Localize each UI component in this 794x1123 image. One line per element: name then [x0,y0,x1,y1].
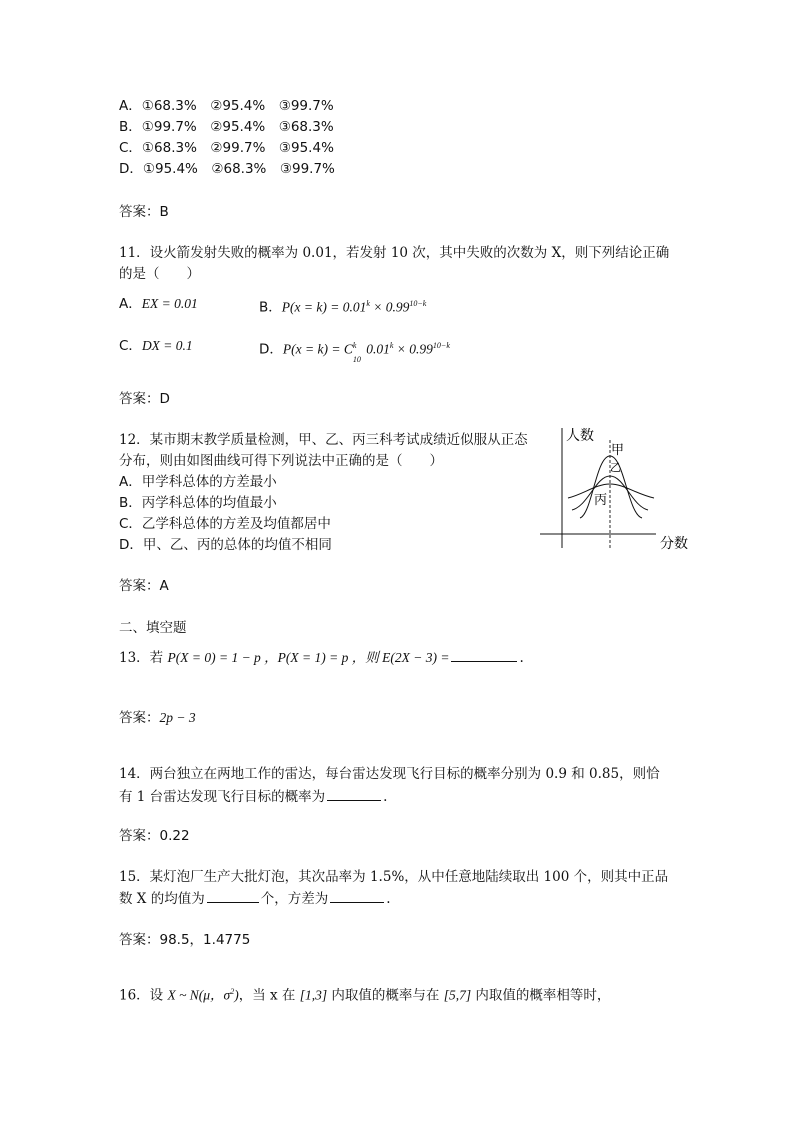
q13-expr: P(X = 0) = 1 − p ，P(X = 1) = p ，则 E(2X − 3) = [167,650,450,665]
q11-option-a-label: A． [119,296,142,312]
q11-option-d [259,336,450,364]
q16-expr: X ~ N(μ，σ [167,987,231,1003]
q13-answer [119,708,196,728]
q15-blank-mean[interactable] [207,888,259,903]
q11-option-b-tail: × 0.99 [369,299,410,315]
q16-interval1: [1,3] [299,987,328,1003]
q11-stem-line2: 的是（ ） [119,266,200,282]
q15-line2a: 数 X 的均值为 [119,891,205,907]
q10-option-d: D．①95.4% ②68.3% ③99.7% [119,161,335,177]
q16-mid3: 内取值的概率相等时， [471,987,611,1004]
q11-option-b-sup1: k [366,299,370,308]
q11-option-d-sup: k [352,340,357,350]
q12-option-c: C．乙学科总体的方差及均值都居中 [119,516,331,532]
q11-option-d-expr: P(x = k) = C [282,341,353,357]
q11-option-d-label: D． [259,341,283,358]
q13-stem [119,647,524,668]
q15-stem-line2 [119,888,391,909]
q14-stem-line2 [119,786,387,807]
q11-option-b [259,294,426,318]
curve-label-jia: 甲 [611,443,625,458]
q14-blank[interactable] [327,786,381,801]
curve-label-bing: 丙 [594,493,608,508]
q16-stem [119,982,610,1006]
q11-option-a [119,294,198,314]
section-title: 二、填空题 [119,620,187,636]
q12-option-d: D．甲、乙、丙的总体的均值不相同 [119,537,332,553]
q11-option-d-tail2: × 0.99 [393,341,433,357]
q13-answer-expr: 2p − 3 [159,710,196,725]
q11-option-c-label: C． [119,338,142,354]
y-axis-label: 人数 [566,428,594,444]
q11-stem-line1: 11．设火箭发射失败的概率为 0.01，若发射 10 次，其中失败的次数为 X，则下列结论正确 [119,245,670,261]
q13-answer-label: 答案： [119,710,160,726]
q11-option-d-sub: 10 [352,354,361,364]
q16-mid1: ，当 x 在 [238,987,300,1004]
q15-suffix: . [386,891,391,907]
q12-stem-line2: 分布，则由如图曲线可得下列说法中正确的是（ ） [119,453,443,469]
q16-prefix: 16．设 [119,987,168,1004]
q14-line2-text: 有 1 台雷达发现飞行目标的概率为 [119,789,326,805]
q11-answer: 答案：D [119,391,170,407]
q10-option-b: B．①99.7% ②95.4% ③68.3% [119,119,334,135]
q14-answer: 答案：0.22 [119,828,190,844]
q11-option-a-expr: EX = 0.01 [141,296,198,311]
curve-label-yi: 乙 [610,461,621,474]
q16-mid2: 内取值的概率与在 [327,987,444,1004]
q13-blank[interactable] [451,647,517,662]
q15-blank-variance[interactable] [330,888,384,903]
q11-option-d-sup1: k [389,341,394,350]
q16-sup: 2 [230,987,235,996]
q11-option-b-label: B． [259,299,282,316]
q11-option-c-expr: DX = 0.1 [141,338,193,353]
q10-option-c: C．①68.3% ②99.7% ③95.4% [119,140,334,156]
q13-prefix: 13．若 [119,650,168,666]
q16-expr-end: ) [234,987,239,1003]
q12-option-a: A．甲学科总体的方差最小 [119,474,277,490]
q15-stem-line1: 15．某灯泡厂生产大批灯泡，其次品率为 1.5%，从中任意地陆续取出 100 个，则其中正品 [119,869,669,885]
q12-answer: 答案：A [119,578,169,594]
x-axis-label: 分数 [660,536,688,552]
q15-line2b: 个，方差为 [260,891,329,907]
q13-suffix: . [519,650,524,666]
q11-option-d-sup2: 10−k [432,341,450,350]
normal-curves-figure [538,424,698,556]
q12-stem-line1: 12．某市期末教学质量检测，甲、乙、丙三科考试成绩近似服从正态 [119,432,528,448]
q11-option-c [119,336,193,356]
q14-stem-line1: 14．两台独立在两地工作的雷达，每台雷达发现飞行目标的概率分别为 0.9 和 0.85，则恰 [119,766,660,782]
q11-option-d-tail: 0.01 [362,341,390,357]
q15-answer: 答案：98.5，1.4775 [119,932,251,948]
q12-option-b: B．丙学科总体的均值最小 [119,495,277,511]
q10-option-a: A．①68.3% ②95.4% ③99.7% [119,98,334,114]
q11-option-b-sup2: 10−k [409,299,427,308]
q10-answer: 答案：B [119,204,169,220]
curve-bing [568,484,654,498]
q14-suffix: . [383,789,388,805]
q16-interval2: [5,7] [443,987,472,1003]
q11-option-b-expr: P(x = k) = 0.01 [281,299,367,315]
